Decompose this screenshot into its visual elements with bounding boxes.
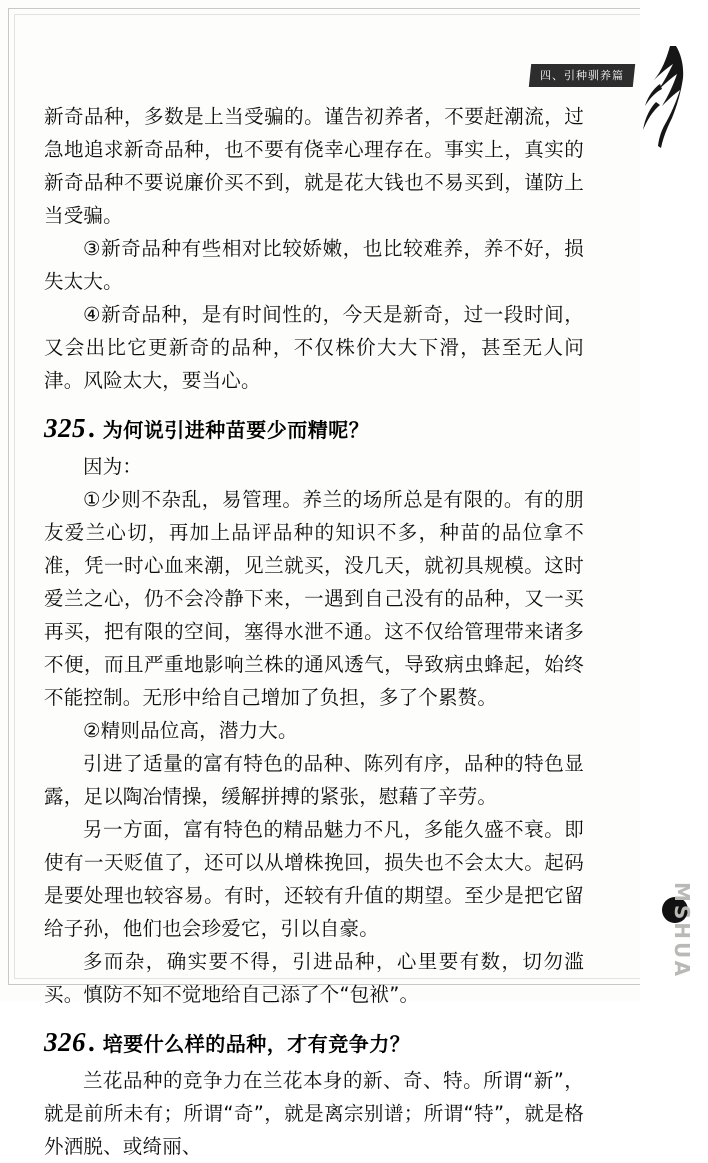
running-head-label: 四、引种驯养篇 [540,69,625,82]
question-number-325: 325 [44,413,86,443]
q325-paragraph-1: 因为： [83,455,143,478]
question-number-dot-326: . [88,1027,95,1057]
question-title-326: 培要什么样的品种，才有竞争力？ [102,1032,411,1056]
q325-paragraph-2: ①少则不杂乱，易管理。养兰的场所总是有限的。有的朋友爱兰心切，再加上品评品种的知识不多，种苗的品位拿不准，凭一时心血来潮，见兰就买，没几天，就初具规模。这时爱兰之心，仍不会冷静下来，一遇到自己没有的品种，又一买再买，把有限的空间，塞得水泄不通。这不仅给管理带来诸多不便，而且严重地影响兰株的通风透气，导致病虫蜂起，始终不能控制。无形中给自己增加了负担，多了个累赘。 [44,488,584,709]
right-margin-strip [640,0,708,1001]
body-paragraph-2: ③新奇品种有些相对比较娇嫩，也比较难养，养不好，损失太大。 [44,237,584,293]
question-number-326: 326 [44,1027,86,1057]
question-heading-326 [44,1027,584,1058]
body-paragraph-3: ④新奇品种，是有时间性的，今天是新奇，过一段时间，又会出比它更新奇的品种，不仅株价大大下滑，甚至无人问津。风险太大，要当心。 [44,303,584,392]
q325-paragraph-5: 另一方面，富有特色的精品魅力不凡，多能久盛不衰。即使有一天贬值了，还可以从增株挽回，损失也不会太大。起码是要处理也较容易。有时，还较有升值的期望。至少是把它留给子孙，他们也会珍爱它，引以自豪。 [44,818,584,940]
question-heading-325 [44,413,584,444]
q325-paragraph-6: 多而杂，确实要不得，引进品种，心里要有数，切勿滥买。慎防不知不觉地给自己添了个“包袱”。 [44,950,584,1006]
q325-paragraph-3: ②精则品位高，潜力大。 [83,719,298,742]
q326-paragraph-1: 兰花品种的竞争力在兰花本身的新、奇、特。所谓“新”，就是前所未有；所谓“奇”，就是离宗别谱；所谓“特”，就是格外洒脱、或绮丽、 [44,1069,584,1158]
page-text-column [44,100,584,1163]
question-title-325: 为何说引进种苗要少而精呢？ [102,418,370,442]
q325-paragraph-4: 引进了适量的富有特色的品种、陈列有序，品种的特色显露，足以陶冶情操，缓解拼搏的紧张，慰藉了辛劳。 [44,752,584,808]
body-paragraph-1: 新奇品种，多数是上当受骗的。谨告初养者，不要赶潮流，过急地追求新奇品种，也不要有侥幸心理存在。事实上，真实的新奇品种不要说廉价买不到，就是花大钱也不易买到，谨防上当受骗。 [44,105,584,227]
imprint-label: MSHUA [670,881,694,979]
question-number-dot-325: . [88,413,95,443]
running-head [529,64,635,87]
